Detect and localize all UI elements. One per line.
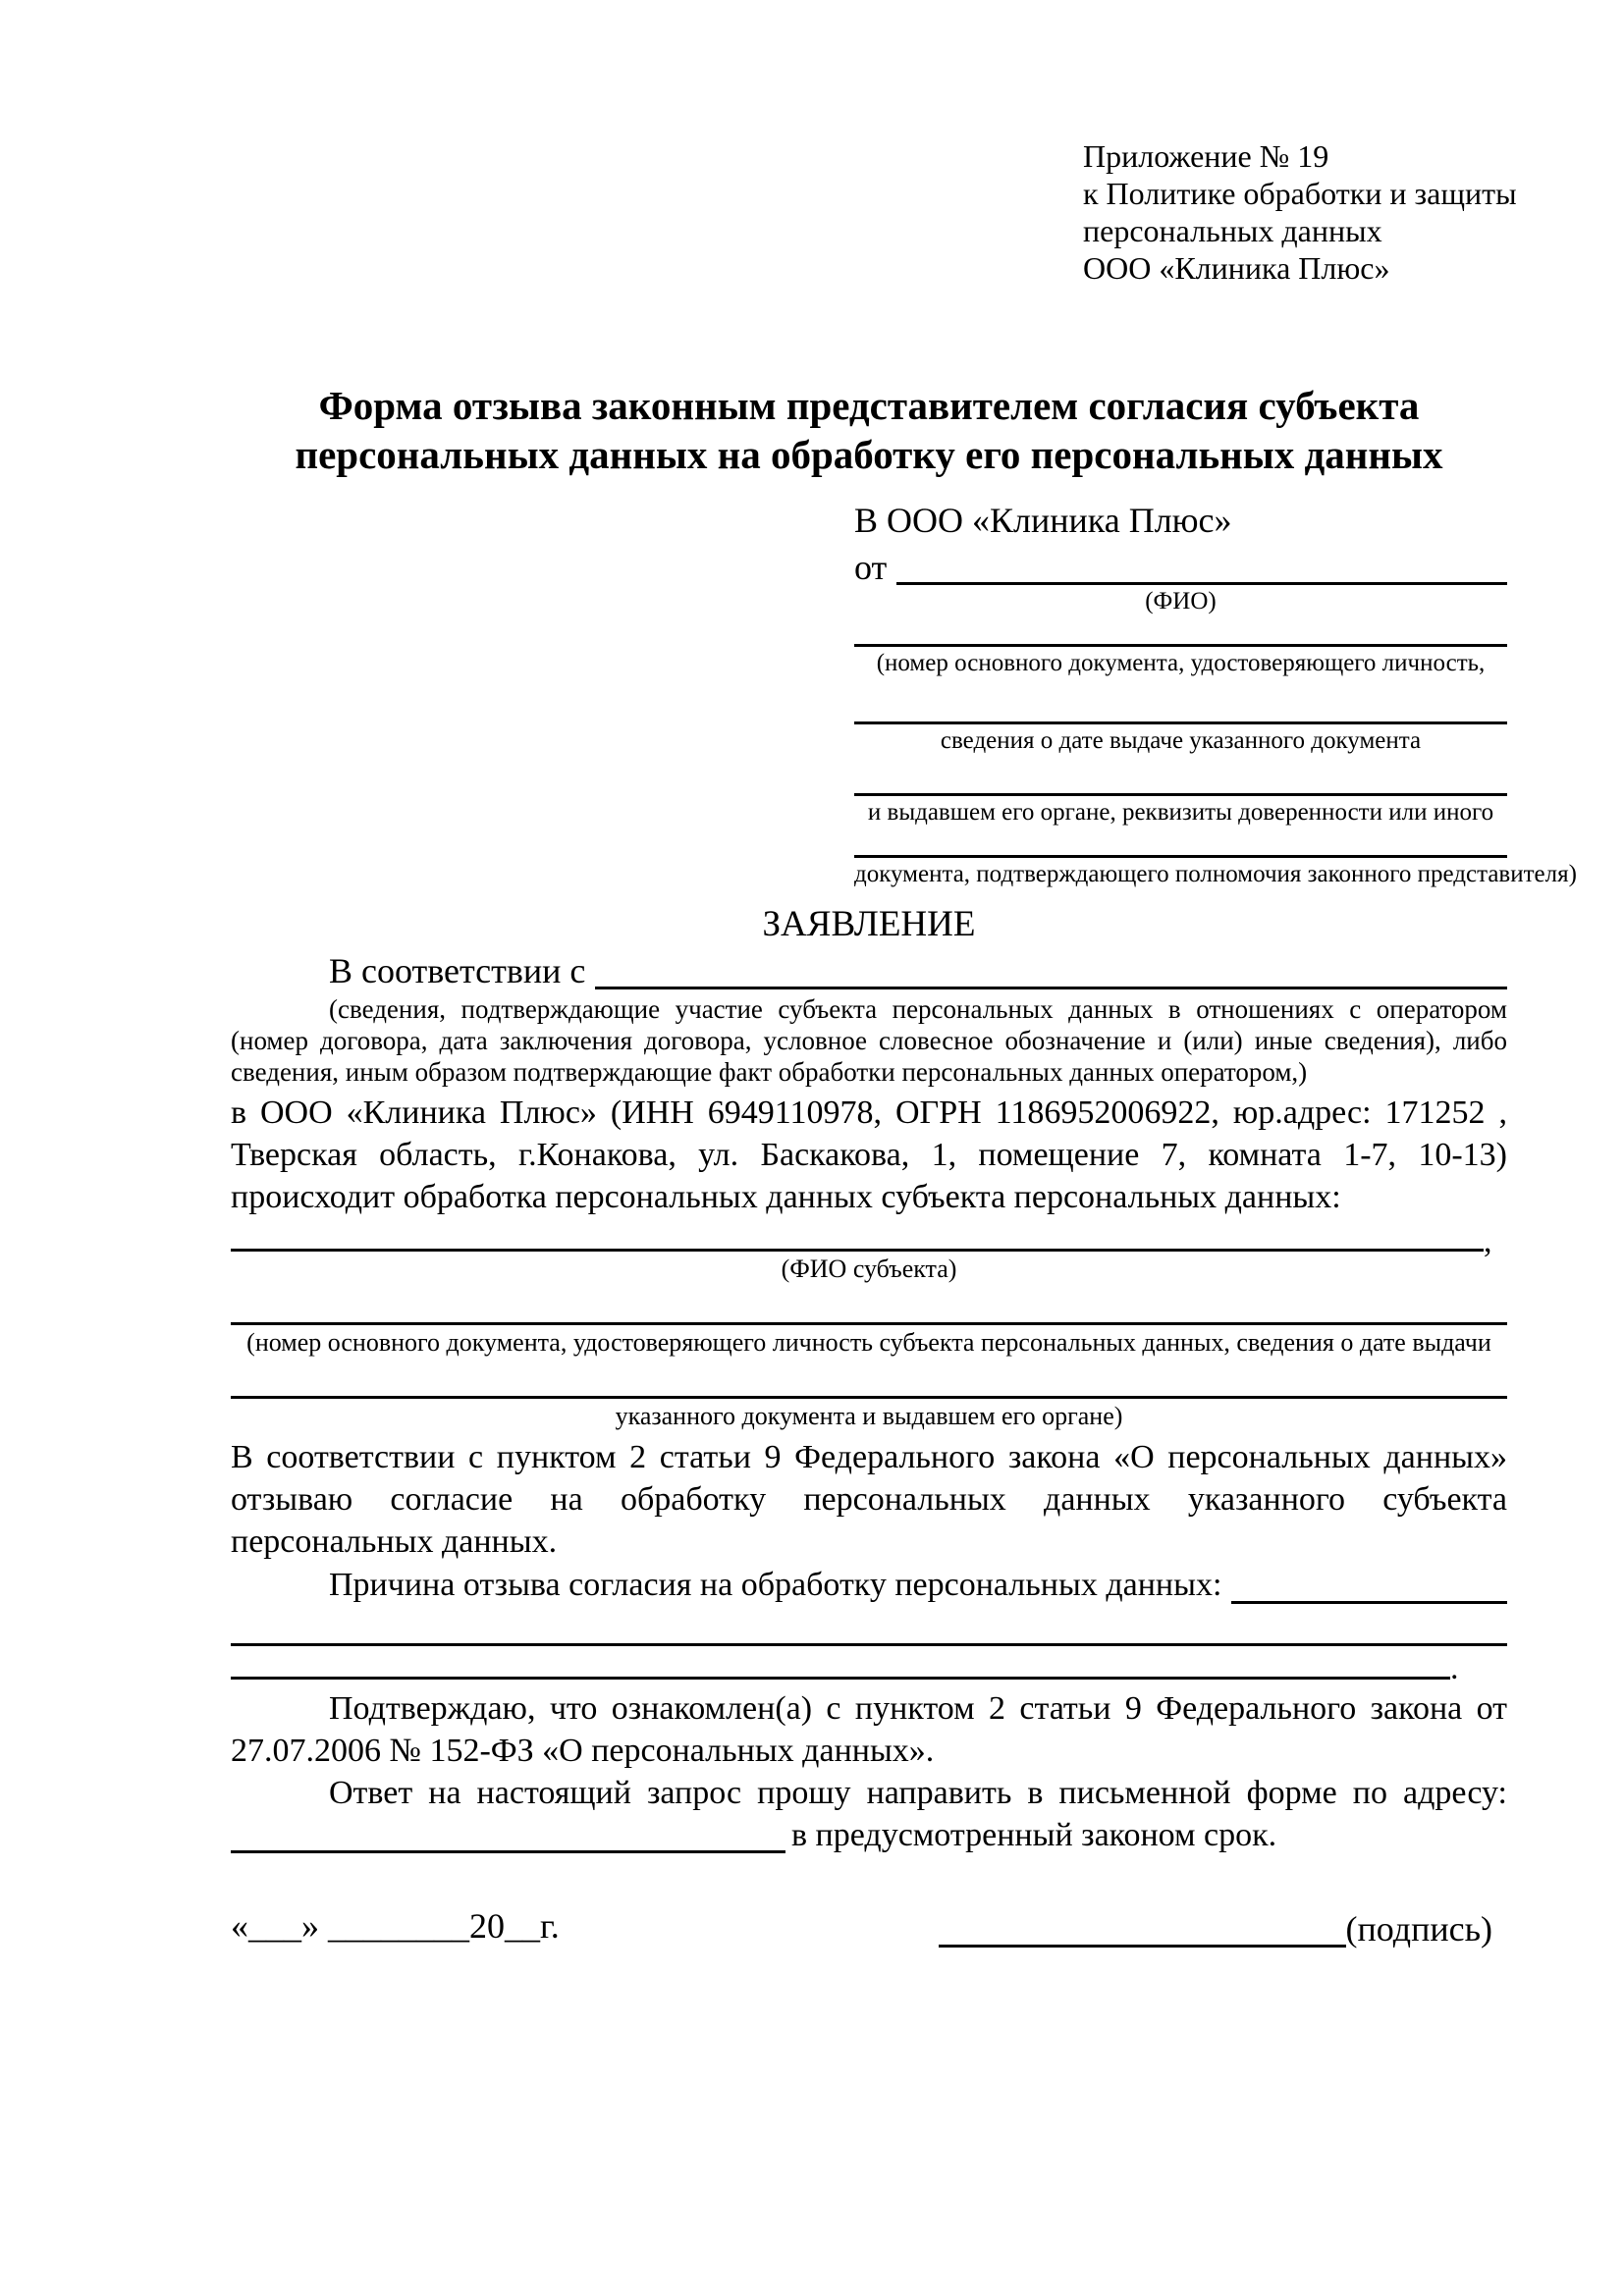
blank-line-issue-date [854, 676, 1507, 724]
reply-suffix: в предусмотренный законом срок. [791, 1817, 1277, 1853]
caption-fio: (ФИО) [1145, 588, 1217, 614]
appendix-line: персональных данных [1083, 213, 1382, 248]
signature-line [939, 1911, 1346, 1948]
caption-issuing-authority: и выдавшем его органе, реквизиты доверенности или иного [867, 799, 1494, 826]
reason-fill-line [1231, 1565, 1507, 1604]
withdrawal-paragraph: В соответствии с пунктом 2 статьи 9 Федерального закона «О персональных данных» отзываю согласие на обработку персональных данных указанного субъекта персональных данных. [231, 1439, 1507, 1560]
intro-label: В соответствии с [329, 951, 586, 990]
blank-line-issuing-authority [854, 754, 1507, 796]
title-line: персональных данных на обработку его персональных данных [295, 432, 1443, 477]
appendix-line: к Политике обработки и защиты [1083, 176, 1517, 211]
from-row [854, 546, 1507, 585]
caption-issue-date: сведения о дате выдаче указанного документа [940, 727, 1422, 754]
blank-line-doc-number [854, 614, 1507, 647]
reason-blank-line-2 [231, 1646, 1507, 1686]
document-title [231, 381, 1507, 479]
intro-note: (сведения, подтверждающие участие субъекта персональных данных в отношениях с оператором (номер договора, дата заключения договора, условное словесное обозначение и (или) иные сведения), либо сведения, иным образом подтверждающие факт обработки персональных данных оператором,) [231, 994, 1507, 1087]
appendix-block [1083, 137, 1517, 287]
reply-address-row [231, 1814, 1507, 1853]
signature-caption: (подпись) [1345, 1909, 1492, 1949]
subject-fio-rule [231, 1225, 1484, 1252]
reason-trailing-dot: . [1450, 1650, 1459, 1686]
intro-fill-line [595, 950, 1507, 989]
reason-blank-line-1 [231, 1618, 1507, 1646]
operator-paragraph: в ООО «Клиника Плюс» (ИНН 6949110978, ОГРН 1186952006922, юр.адрес: 171252 , Тверская область, г.Конакова, ул. Баскакова, 1, помещение 7, комната 1-7, 10-13) происходит обработка персональных данных субъекта персональных данных: [231, 1095, 1507, 1215]
title-line: Форма отзыва законным представителем согласия субъекта [318, 383, 1420, 428]
date-line: «___» ________20__г. [231, 1906, 560, 1946]
subject-fio-line [231, 1223, 1507, 1259]
from-fill-line [896, 546, 1507, 585]
addressee-organization: В ООО «Клиника Плюс» [854, 501, 1232, 540]
from-label: от [854, 548, 888, 587]
addressee-block [854, 499, 1577, 887]
confirm-paragraph: Подтверждаю, что ознакомлен(а) с пунктом 2 статьи 9 Федерального закона от 27.07.2006 № 152-ФЗ «О персональных данных». [231, 1690, 1507, 1769]
appendix-line: ООО «Клиника Плюс» [1083, 250, 1390, 286]
caption-authority-doc: документа, подтверждающего полномочия законного представителя) [854, 861, 1577, 887]
subject-fio-comma: , [1484, 1223, 1492, 1259]
caption-subject-doc-2: указанного документа и выдавшем его органе) [615, 1402, 1123, 1430]
reply-paragraph: Ответ на настоящий запрос прошу направить в письменной форме по адресу: [329, 1775, 1507, 1811]
signature-group [939, 1910, 1492, 1948]
caption-subject-fio: (ФИО субъекта) [781, 1255, 957, 1283]
reason-blank-rule [231, 1643, 1450, 1680]
footer [231, 1904, 1507, 1948]
reason-label: Причина отзыва согласия на обработку персональных данных: [329, 1567, 1222, 1603]
reason-row [231, 1565, 1507, 1604]
statement-heading: ЗАЯВЛЕНИЕ [762, 904, 976, 944]
intro-row [231, 950, 1507, 989]
caption-subject-doc-1: (номер основного документа, удостоверяющего личность субъекта персональных данных, сведения о дате выдачи [246, 1328, 1491, 1357]
appendix-line: Приложение № 19 [1083, 138, 1329, 174]
blank-line-authority-doc [854, 826, 1507, 858]
caption-doc-number: (номер основного документа, удостоверяющего личность, [876, 650, 1486, 676]
reply-address-line [231, 1811, 785, 1853]
subject-doc-line-1 [231, 1283, 1507, 1325]
subject-doc-line-2 [231, 1357, 1507, 1399]
